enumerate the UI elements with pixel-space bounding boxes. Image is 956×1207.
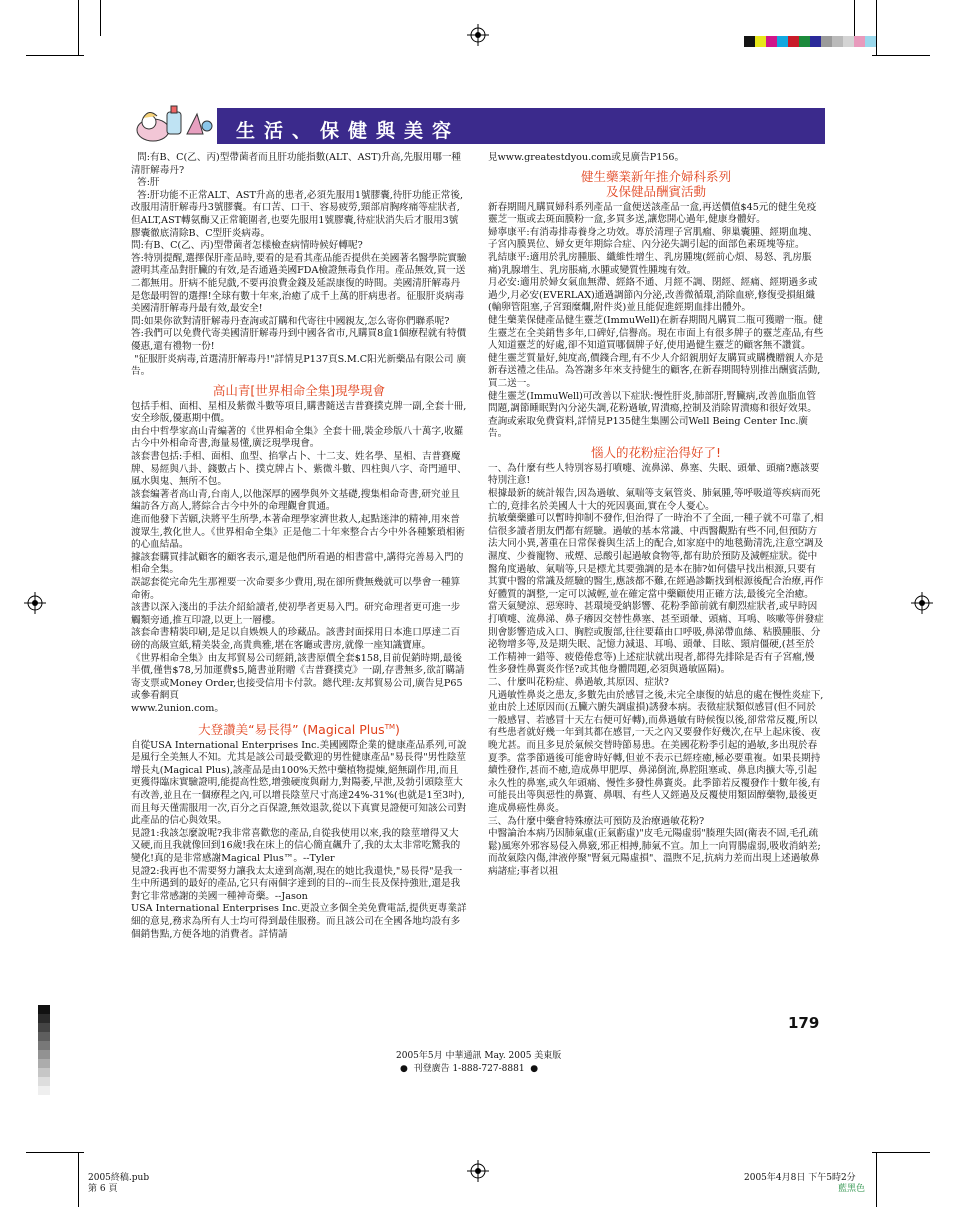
color-swatch <box>843 36 854 47</box>
crop-mark <box>872 55 930 56</box>
gray-swatch <box>38 1086 50 1095</box>
crop-mark <box>78 1152 79 1207</box>
color-swatch <box>821 36 832 47</box>
article-text: 新春期間凡購買婦科系列產品一盒便送該產品一盒,再送價值$45元的健生免疫靈芝一瓶或去斑面膜粉一盒,多買多送,讓您開心過年,健康身體好。 婦寧康平:有消毒排毒養身之功效。專於清理子宮肌瘤、卵巢囊腫、經期血塊、子宮內膜異位、婦女更年期綜合症、內分泌失調引起的面部色素斑塊等症。 乳結康平:適用於乳房腫脹、纖維性增生、乳房腫塊(經前心煩、易怒、乳房脹痛)乳腺增生、乳房脹痛,水腫或變質性腫塊有效。 月必安:適用於婦女氣血無滯、經絡不通、月經不調、閉經、經痛、經期過多或過少,月必安(EVERLAX)通過調節內分泌,改善微循環,消除血瘀,修復受損組織(輸卵管阻塞,子宮頸糜爛,附件炎)並且能促進經期血排出體外。 健生藥業保健產品健生靈芝(ImmuWell)在新春期間凡購買二瓶可獲贈一瓶。健生靈芝在全美銷售多年,口碑好,信譽高。現在市面上有很多牌子的靈芝產品,有些人知道靈芝的好處,卻不知道買哪個牌子好,使用過健生靈芝的顧客無不讚賞。 健生靈芝質量好,純度高,價錢合理,有不少人介紹親朋好友購買或購機贈親人亦是新春送禮之佳品。為答謝多年來支持健生的顧客,在新春期間特別推出酬賓活動,買二送一。 健生靈芝(ImmuWell)可改善以下症狀:慢性肝炎,肺部肝,腎臟病,改善血脂血管問題,調節睡眠對內分泌失調,花粉過敏,胃潰瘍,控制及消除胃潰瘍和很好效果。 查詢或索取免費資料,詳情見P135健生集團公司Well Being Center Inc.廣告。 <box>488 201 824 440</box>
crop-mark <box>26 55 84 56</box>
bullet-icon: ● <box>524 1064 539 1074</box>
color-swatch <box>766 36 777 47</box>
color-calibration-bar <box>744 36 876 47</box>
bullet-icon: ● <box>400 1064 414 1074</box>
color-swatch <box>854 36 865 47</box>
color-swatch <box>777 36 788 47</box>
crop-mark <box>100 0 101 36</box>
color-swatch <box>788 36 799 47</box>
file-page: 第 6 頁 <box>88 1184 118 1194</box>
crop-mark <box>872 1152 930 1153</box>
article-text: 一、為什麼有些人特別容易打噴嚏、流鼻涕、鼻塞、失眠、頭暈、頭痛?應該要特別注意! 根據最新的統計報告,因為過敏、氣喘等支氣管炎、肺氣腫,等呼吸道等疾病而死亡的,竟排名於美國人十大的死因裏面,實在令人憂心。 抗敏藥藥雖可以暫時抑制不發作,但治得了一時治不了全面,一種子就不可靠了,相信很多讀者朋友們都有經驗。過敏的基本常識、中西醫觀點有些不同,但預防方法大同小異,著重在日常保養與生活上的配合,如家庭中的地毯勤清洗,注意空調及濕度、少養寵物、戒煙、忌酸引起過敏食物等,都有助於預防及減輕症狀。從中醫角度過敏、氣喘等,只是標尤其要強調的是本在肺?如何儘早找出根源,只要有其實中醫的常識及經驗的醫生,應該都不難,在經過診斷找到根源後配合治療,再作好體質的調整,一定可以減輕,並在確定當中藥顧使用正確方法,最後完全治癒。 當天氣變涼、惡寒時、甚環境受納影響、花粉季節前就有劇烈症狀者,或早時因打噴嚏、流鼻涕、鼻子癢因交替性鼻塞、甚至頭暈、頭痛、耳鳴、咳嗽等併發症則會影響造成入口、胸腔或腹部,往往要藉由口呼吸,鼻涕帶血絲、粘膜腫脹、分泌物增多等,及是期失眠、記憶力減退、耳鳴、頭暈、目眩、頸肩僵硬,(甚至於工作精神一錯等、疲倦倦怠等)上述症狀就出現者,都得先排除是否有子宮瘤,慢性多發性鼻竇炎作怪?或其他身體問題,必須與過敏區隔)。 二、什麼叫花粉症、鼻過敏,其原因、症狀? 凡過敏性鼻炎之患友,多數先由於感冒之後,未完全康復的姑息的處在慢性炎症下,並由於上述原因而(五臟六腑失調虛損)誘發本病。表徵症狀類似感冒(但不同於一般感冒、若感冒十天左右便可好轉),而鼻過敏有時候復以後,卻常常反覆,所以有些患者就好幾一年到其都在感冒,一天之內又要發作好幾次,在早上起床後、夜晚尤甚。而且多見於氣候交替時節易患。在美國花粉季引起的過敏,多出現於春夏季。當季節過後可能會時好轉,但並不表示已經痊癒,極必要重複。如果長期持續性發作,甚而不癒,造成鼻甲肥厚、鼻涕倒流,鼻腔阻塞或、鼻息肉擴大等,引起永久性的鼻塞,或久年頭痛、慢性多發性鼻竇炎。此季節若反覆發作十數年後,有可能長出等與惡性的鼻竇、鼻咽、有些人又經過及反覆使用類固醇藥物,最後更進成鼻癌性鼻炎。 三、為什麼中藥會特殊療法可預防及治療過敏花粉? 中醫論治本病乃因肺氣虛(正氣虧虛)"皮毛元陽虛弱"腠理失固(衛表不固,毛孔疏鬆)風寒外邪容易侵入鼻竅,邪正相搏,肺氣不宣。加上一向胃腸虛弱,吸收消納差;而故氣陰內傷,津液停聚"腎氣元陽虛損"、溫煦不足,抗病力差而出現上述過敏鼻病諸症;事者以祖 <box>488 462 824 877</box>
gray-swatch <box>38 1059 50 1068</box>
gray-swatch <box>38 1068 50 1077</box>
article-heading: 惱人的花粉症治得好了! <box>590 444 721 460</box>
gray-swatch <box>38 1032 50 1041</box>
registration-mark-icon <box>911 592 933 614</box>
registration-mark-icon <box>467 24 489 46</box>
article-text: 包括手相、面相、星相及紫微斗數等項目,購書隨送吉普賽撲克牌一副,全套十冊,安全珍版,優惠期中價。 由台中哲學家高山青編著的《世界相命全集》全套十冊,裝金珍版八十萬字,收羅古今中外相命奇書,海量易懂,廣泛現學現會。 該套書包括:手相、面相、血型、掐掌占卜、十二支、姓名學、星相、吉普賽魔牌、易經與八卦、錢數占卜、撲克牌占卜、紫微斗數、四柱與八字、奇門遁甲、風水與鬼、無所不包。 該套編著者高山青,台南人,以他深厚的國學與外文基礎,搜集相命奇書,研究並且編訪各方高人,將綜合古今中外的命理觀會貫通。 進而他發下苦願,決將平生所學,本著命理學家濟世救人,起點迷津的精神,用來普渡眾生,教化世人。《世界相命全集》正是他二十年來整合古今中外各種繁瑣相術的心血結晶。 據該套購買排試顧客的顧客表示,還是他們所看過的相書當中,講得完善易入門的相命全集。 誤認套從完命先生那裡要一次命要多少費用,現在卻所費無幾就可以學會一種算命術。 該書以深入淺出的手法介紹給讀者,使初學者更易入門。研究命理者更可進一步觸類旁通,推互印證,以更上一層樓。 該套命書精裝印刷,是足以自娛娛人的珍藏品。該書封面採用日本進口厚達二百磅的高級宣紙,精美裝金,高貴典雅,堪在客廳或書房,就像一座知識寶庫。 《世界相命全集》由友邦貿易公司經銷,該書原價全套$158,目前促銷時期,最後半價,僅售$78,另加運費$5,隨書並附贈《吉普賽撲克》一副,存書無多,欲訂購請寄支票或Money Order,也接受信用卡付款。總代理:友邦貿易公司,廣告見P65或參看網頁 www.2union.com。 <box>131 400 467 714</box>
article-heading: 健生藥業新年推介婦科系列 及保健品酬賓活動 <box>580 168 731 199</box>
registration-mark-icon <box>24 592 46 614</box>
gray-swatch <box>38 1077 50 1086</box>
crop-mark <box>876 1152 877 1207</box>
color-swatch <box>810 36 821 47</box>
file-timestamp: 2005年4月8日 下午5時2分 <box>744 1173 856 1183</box>
color-label: 藍黑色 <box>838 1184 866 1194</box>
color-swatch <box>865 36 876 47</box>
section-title: 生活、保健與美容 <box>236 120 461 142</box>
crop-mark <box>876 0 877 56</box>
crop-mark <box>854 0 855 36</box>
color-swatch <box>744 36 755 47</box>
gray-swatch <box>38 1005 50 1014</box>
article-text: 自從USA International Enterprises Inc.美國國際企業的健康產品系列,可說是風行全美無人不知。尤其是該公司最受歡迎的男性健康產品"易長得"男性陰莖增長丸(Magical Plus),該產品是由100%天然中藥植物提煉,絕無副作用,而且更獲得臨床實驗證明,能提高性慾,增強硬度與耐力,對陽萎,早泄,及勃引頭陰莖大有改善,並且在一個療程之內,可以增長陰莖尺寸高達24%-31%(也就是1至3吋),而且每天僅需服用一次,百分之百保證,無效退款,從以下真實見證便可知該公司對此產品的信心與效果。 見證1:我該怎麼說呢?我非常喜歡您的產品,自從我使用以來,我的陰莖增得又大又硬,而且我就像回到16歲!我在床上的信心簡直飆升了,我的太太非常吃驚我的變化!真的是非常感謝Magical Plus™。--Tyler 見證2:我再也不需要努力讓我太太達到高潮,現在的她比我還快,"易長得"是我一生中所遇到的最好的產品,它只有兩個字達到的目的--而生長及保持強壯,還是我對它非常感謝的美國一種神奇藥。--Jason USA International Enterprises Inc.更設立多個全美免費電話,提供更專業詳細的意見,務求為所有人士均可得到最佳服務。而且該公司在全國各地均設有多個銷售點,方便各地的消費者。詳情請 <box>131 739 467 940</box>
color-swatch <box>832 36 843 47</box>
gray-swatch <box>38 1041 50 1050</box>
right-column <box>488 152 824 878</box>
gray-swatch <box>38 1023 50 1032</box>
article-qa-text: 問:有B、C(乙、丙)型帶菌者而且肝功能指數(ALT、AST)升高,先服用哪一種清肝解毒丹? 答:肝 答:肝功能不正常ALT、AST升高的患者,必須先服用1號膠囊,待肝功能正常後,改服用清肝解毒丹3號膠囊。有口苦、口干、容易疲勞,頸部肩胸疼痛等症狀者,但ALT,AST轉氨酶又正常範圍者,也要先服用1號膠囊,待症狀消失后才服用3號膠囊徹底清除B、C型肝炎病毒。 問:有B、C(乙、丙)型帶菌者怎樣檢查病情時候好轉呢? 答:特別提醒,選擇保肝產品時,要看的是看其產品能否提供在美國著名醫學院實驗證明其產品對肝臟的有效,是否通過美國FDA檢證無毒負作用。產品無效,買一送二都無用。肝病不能兒戲,不要再浪費金錢及延誤康復的時間。美國清肝解毒丹是您最明智的選擇!全球有數十年來,治癒了成千上萬的肝病患者。征服肝炎病毒美國清肝解毒丹最有效,最安全! 問:如果你欲對清肝解毒丹查詢或訂購和代寄往中國親友,怎么寄你們聯系呢? 答:我們可以免費代寄美國清肝解毒丹到中國各省市,凡購買8盒1個療程就有特價優惠,還有禮物一份! "征服肝炎病毒,首選清肝解毒丹!"詳情見P137頁S.M.C阳光新藥品有限公司 廣告。 <box>131 152 467 378</box>
crop-mark <box>26 1152 84 1153</box>
section-logo-icon <box>131 100 215 144</box>
file-name: 2005終稿.pub <box>88 1173 150 1183</box>
color-swatch <box>755 36 766 47</box>
registration-mark-icon <box>467 1160 489 1182</box>
gray-swatch <box>38 1050 50 1059</box>
article-text: 見www.greatestdyou.com或見廣告P156。 <box>488 152 685 163</box>
page-number: 179 <box>788 1014 820 1032</box>
article-heading: 高山青[世界相命全集]現學現會 <box>212 382 386 398</box>
footer-ad-line: ● 刊登廣告 1-888-727-8881 ● <box>400 1064 539 1074</box>
crop-mark <box>78 0 79 56</box>
article-heading: 大登讚美“易長得” (Magical Plus™) <box>198 721 400 737</box>
footer-publication-line: 2005年5月 中華通訊 May. 2005 美東版 <box>396 1051 562 1061</box>
grayscale-calibration-bar <box>38 1005 50 1095</box>
left-column <box>131 152 467 941</box>
color-swatch <box>799 36 810 47</box>
gray-swatch <box>38 1014 50 1023</box>
